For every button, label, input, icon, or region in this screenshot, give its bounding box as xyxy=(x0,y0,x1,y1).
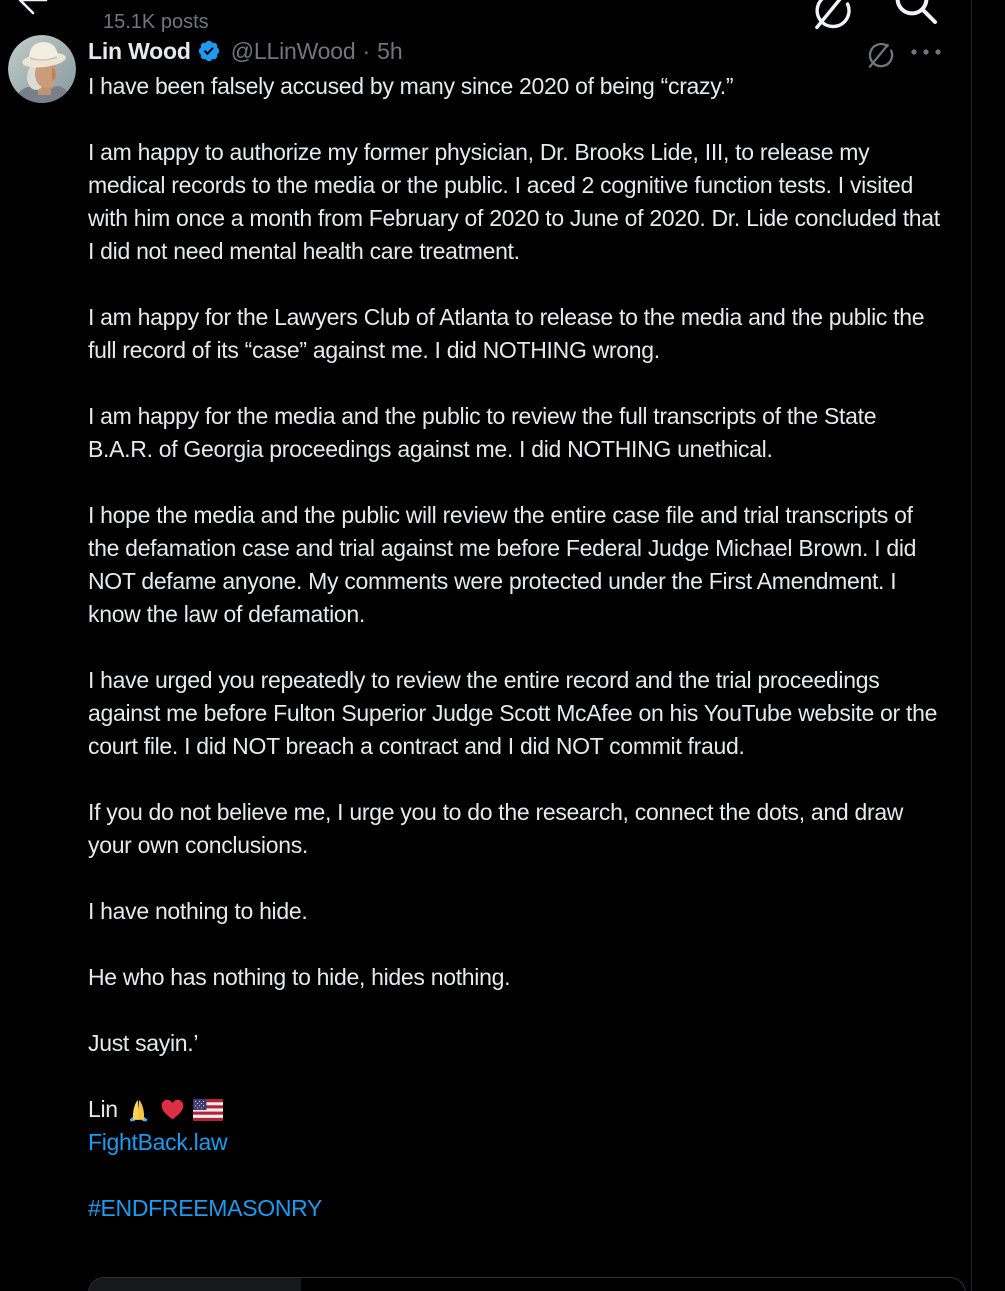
search-icon xyxy=(891,0,941,26)
tweet-paragraph: I am happy to authorize my former physician, Dr. Brooks Lide, III, to release my medical records to the media or the public. I aced 2 cognitive function tests. I visited with him once a month from February of 2020 to June of 2020. Dr. Lide concluded that I did not need mental health care treatment. xyxy=(88,139,940,264)
column-right-border xyxy=(971,0,972,1291)
grok-button[interactable] xyxy=(810,0,856,32)
grok-small-icon xyxy=(864,38,898,70)
tweet-paragraph: I have urged you repeatedly to review the entire record and the trial proceedings against me before Fulton Superior Judge Scott McAfee on his YouTube website or the court file. I did NOT breach a contract and I did NOT commit fraud. xyxy=(88,667,938,759)
hashtag-link[interactable]: #ENDFREEMASONRY xyxy=(88,1195,323,1221)
tweet-paragraph: I am happy for the Lawyers Club of Atlanta to release to the media and the public the full record of its “case” against me. I did NOTHING wrong. xyxy=(88,304,925,363)
profile-photo xyxy=(8,35,76,103)
tweet-paragraph: He who has nothing to hide, hides nothing. xyxy=(88,964,511,990)
link-line xyxy=(88,1126,944,1159)
back-arrow-icon xyxy=(12,0,52,20)
separator-dot: · xyxy=(362,37,371,64)
folded-hands-icon xyxy=(125,1096,152,1123)
timestamp[interactable]: 5h xyxy=(377,37,403,64)
tweet-paragraph: I am happy for the media and the public to review the full transcripts of the State B.A.R. of Georgia proceedings against me. I did NOTHING unethical. xyxy=(88,403,877,462)
card-thumbnail xyxy=(89,1278,302,1291)
signature-text: Lin xyxy=(88,1096,118,1122)
fightback-link[interactable]: FightBack.law xyxy=(88,1129,228,1155)
tweet-paragraphs xyxy=(88,70,944,1060)
red-heart-icon xyxy=(159,1096,186,1123)
ellipsis-icon xyxy=(908,40,944,64)
author-name[interactable]: Lin Wood xyxy=(88,37,191,64)
author-handle[interactable]: @LLinWood xyxy=(230,37,356,64)
grok-icon xyxy=(810,0,856,32)
header-post-count: 15.1K posts xyxy=(103,11,209,33)
avatar[interactable] xyxy=(8,35,76,103)
us-flag-icon xyxy=(193,1099,223,1121)
tweet-paragraph: I have been falsely accused by many since 2020 of being “crazy.” xyxy=(88,73,734,99)
tweet-text xyxy=(88,70,944,1225)
more-button[interactable] xyxy=(908,40,944,64)
verified-badge-icon xyxy=(197,39,221,63)
signature-line xyxy=(88,1093,944,1126)
attached-card[interactable] xyxy=(88,1277,966,1291)
tweet-paragraph: Just sayin.’ xyxy=(88,1030,199,1056)
search-button[interactable] xyxy=(891,0,941,26)
tweet-paragraph: I hope the media and the public will review the entire case file and trial transcripts of the defamation case and trial against me before Federal Judge Michael Brown. I did NOT defame anyone. My comments were protected under the First Amendment. I know the law of defamation. xyxy=(88,502,917,627)
back-button[interactable] xyxy=(12,0,52,20)
tweet-header-row xyxy=(88,36,403,66)
hashtag-line xyxy=(88,1192,944,1225)
tweet-paragraph: I have nothing to hide. xyxy=(88,898,308,924)
grok-actions-button[interactable] xyxy=(864,38,898,70)
tweet-paragraph: If you do not believe me, I urge you to do the research, connect the dots, and draw your own conclusions. xyxy=(88,799,904,858)
